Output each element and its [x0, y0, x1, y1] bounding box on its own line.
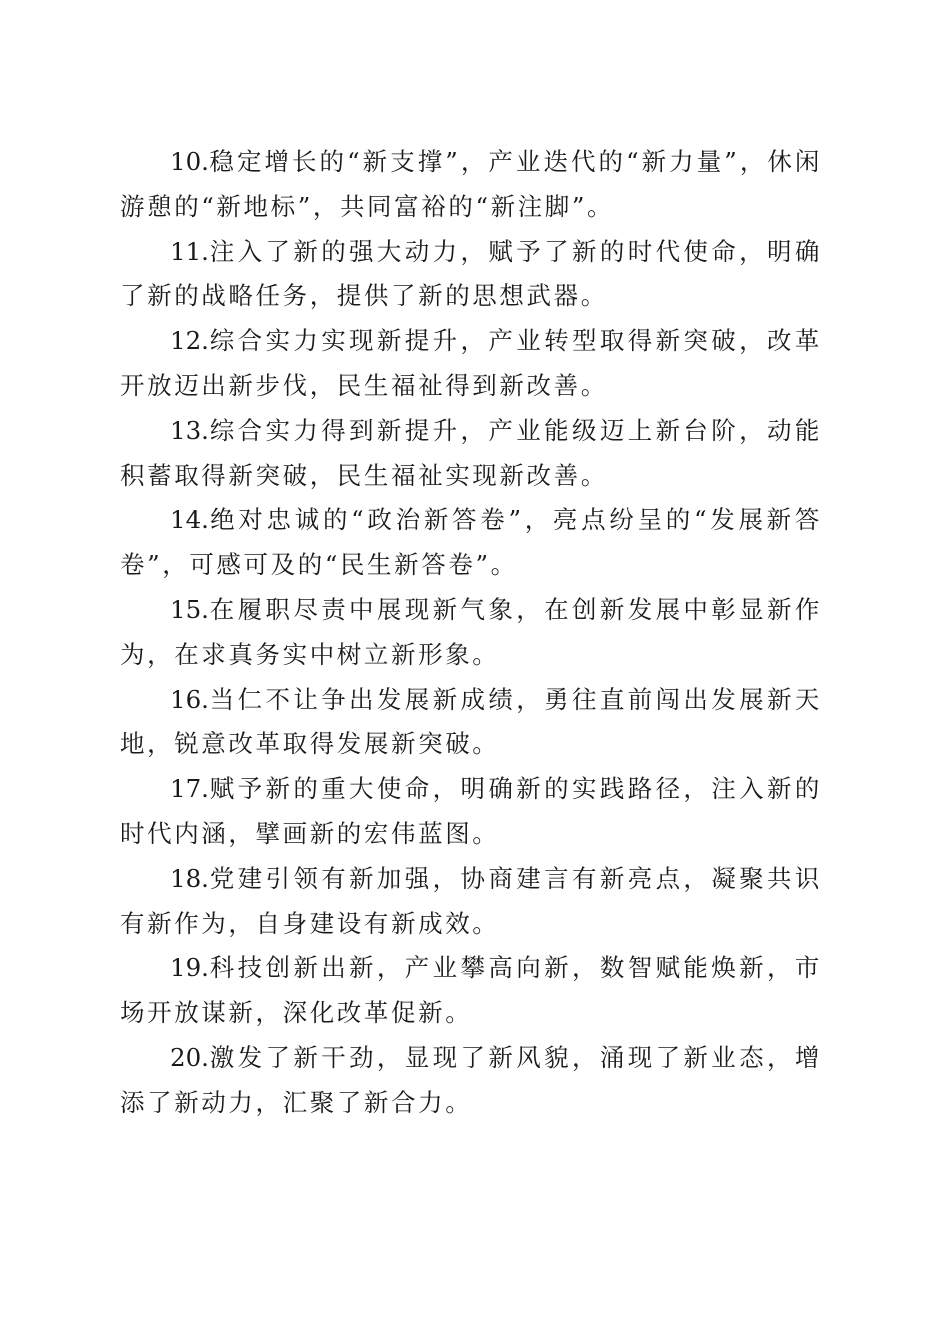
item-text: 绝对忠诚的“政治新答卷”，亮点纷呈的“发展新答卷”，可感可及的“民生新答卷”。: [120, 505, 822, 580]
document-body: [120, 140, 822, 1126]
item-text: 注入了新的强大动力，赋予了新的时代使命，明确了新的战略任务，提供了新的思想武器。: [120, 236, 822, 311]
list-item: [120, 767, 822, 857]
item-text: 当仁不让争出发展新成绩，勇往直前闯出发展新天地，锐意改革取得发展新突破。: [120, 684, 822, 759]
item-number: 19.: [170, 953, 209, 983]
item-number: 13.: [170, 415, 209, 445]
list-item: [120, 409, 822, 499]
item-text: 综合实力实现新提升，产业转型取得新突破，改革开放迈出新步伐，民生福祉得到新改善。: [120, 326, 822, 400]
item-text: 科技创新出新，产业攀高向新，数智赋能焕新，市场开放谋新，深化改革促新。: [120, 953, 822, 1028]
item-number: 18.: [170, 863, 209, 893]
item-number: 12.: [170, 326, 209, 356]
list-item: [120, 857, 822, 947]
item-number: 17.: [170, 774, 209, 804]
list-item: [120, 1036, 822, 1126]
item-text: 赋予新的重大使命，明确新的实践路径，注入新的时代内涵，擘画新的宏伟蓝图。: [120, 774, 822, 848]
list-item: [120, 319, 822, 409]
list-item: [120, 588, 822, 678]
item-number: 15.: [170, 594, 209, 624]
item-number: 20.: [170, 1042, 209, 1072]
list-item: [120, 140, 822, 230]
item-number: 11.: [170, 236, 209, 266]
item-number: 10.: [170, 147, 209, 176]
item-text: 综合实力得到新提升，产业能级迈上新台阶，动能积蓄取得新突破，民生福祉实现新改善。: [120, 415, 822, 490]
list-item: [120, 498, 822, 588]
item-text: 在履职尽责中展现新气象，在创新发展中彰显新作为，在求真务实中树立新形象。: [120, 594, 822, 669]
list-item: [120, 678, 822, 768]
item-number: 16.: [170, 684, 209, 714]
item-text: 激发了新干劲，显现了新风貌，涌现了新业态，增添了新动力，汇聚了新合力。: [120, 1042, 822, 1117]
list-item: [120, 946, 822, 1036]
item-text: 稳定增长的“新支撑”，产业迭代的“新力量”，休闲游憩的“新地标”，共同富裕的“新注脚”。: [120, 147, 822, 221]
item-number: 14.: [170, 505, 209, 535]
item-text: 党建引领有新加强，协商建言有新亮点，凝聚共识有新作为，自身建设有新成效。: [120, 863, 822, 938]
list-item: [120, 230, 822, 320]
